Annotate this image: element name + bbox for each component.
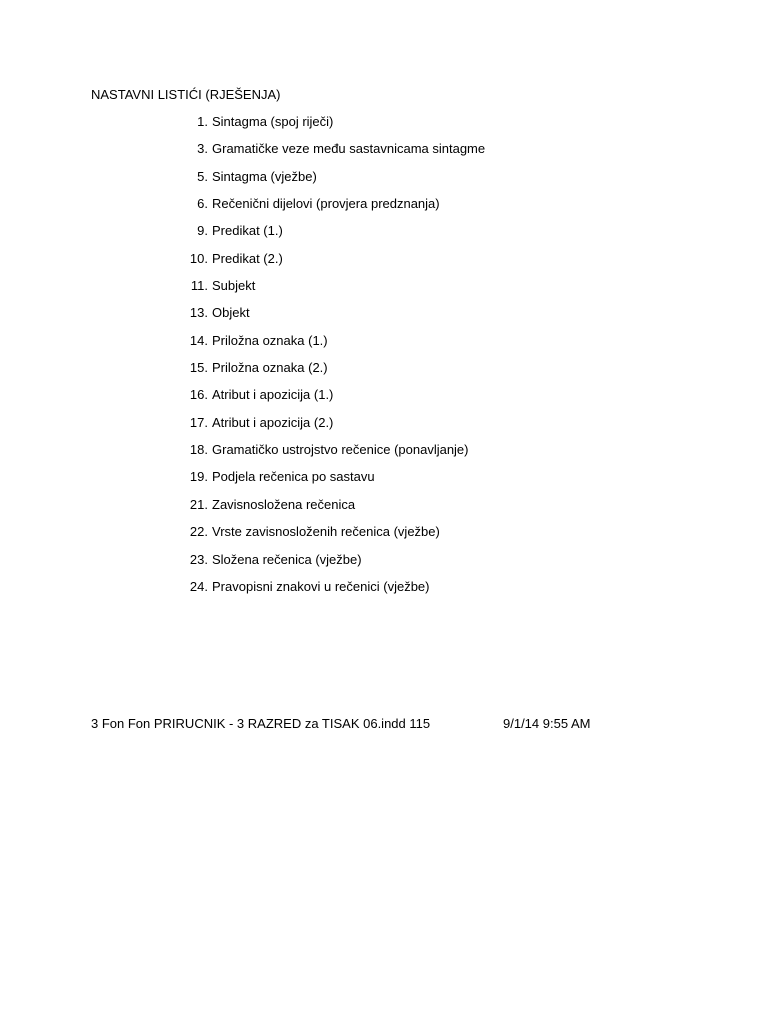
list-item xyxy=(186,333,485,360)
item-number: 1. xyxy=(197,114,208,129)
list-item xyxy=(186,360,485,387)
item-number: 3. xyxy=(197,141,208,157)
item-number: 6. xyxy=(197,196,208,212)
item-label: Subjekt xyxy=(212,278,256,294)
item-number: 21. xyxy=(189,496,208,512)
list-item xyxy=(186,305,485,332)
item-number: 24. xyxy=(189,578,208,594)
item-number: 11. xyxy=(190,278,208,294)
item-label: Gramatičke veze među sastavnicama sintagme xyxy=(212,141,486,157)
item-label: Priložna oznaka (2.) xyxy=(212,360,328,376)
item-label: Objekt xyxy=(212,305,250,321)
item-number: 17. xyxy=(189,414,208,430)
item-label: Pravopisni znakovi u rečenici (vježbe) xyxy=(212,578,430,594)
list-item xyxy=(186,387,485,414)
item-number: 23. xyxy=(189,551,208,567)
footer-timestamp: 9/1/14 9:55 AM xyxy=(503,716,591,731)
item-label: Gramatičko ustrojstvo rečenice (ponavljanje) xyxy=(212,442,469,458)
item-label: Predikat (2.) xyxy=(212,250,283,266)
item-label: Podjela rečenica po sastavu xyxy=(212,469,375,485)
item-label: Vrste zavisnosloženih rečenica (vježbe) xyxy=(212,524,440,540)
item-label: Zavisnosložena rečenica xyxy=(212,496,356,512)
item-number: 18. xyxy=(189,442,208,458)
item-label: Atribut i apozicija (1.) xyxy=(212,387,334,403)
list-item xyxy=(186,169,485,196)
list-item xyxy=(186,442,485,469)
item-label: Sintagma (spoj riječi) xyxy=(212,114,334,129)
list-item xyxy=(186,497,485,524)
item-number: 9. xyxy=(197,223,208,239)
footer-filename: 3 Fon Fon PRIRUCNIK - 3 RAZRED za TISAK 06.indd 115 xyxy=(91,716,431,731)
list-item xyxy=(186,223,485,250)
list-item xyxy=(186,251,485,278)
contents-list xyxy=(186,114,485,606)
list-item xyxy=(186,278,485,305)
list-item xyxy=(186,415,485,442)
list-item xyxy=(186,524,485,551)
list-item xyxy=(186,469,485,496)
item-label: Predikat (1.) xyxy=(212,223,283,239)
item-label: Rečenični dijelovi (provjera predznanja) xyxy=(212,196,440,212)
item-label: Atribut i apozicija (2.) xyxy=(212,414,334,430)
item-number: 16. xyxy=(189,387,208,403)
list-item xyxy=(186,114,485,141)
list-item xyxy=(186,552,485,579)
item-number: 22. xyxy=(189,524,208,540)
list-item xyxy=(186,579,485,606)
item-number: 19. xyxy=(189,469,208,485)
list-item xyxy=(186,141,485,168)
item-number: 13. xyxy=(189,305,208,321)
item-label: Složena rečenica (vježbe) xyxy=(212,551,362,567)
item-number: 10. xyxy=(189,250,208,266)
item-number: 15. xyxy=(189,360,208,376)
page-title: NASTAVNI LISTIĆI (RJEŠENJA) xyxy=(91,87,281,102)
item-number: 14. xyxy=(189,332,208,348)
item-label: Sintagma (vježbe) xyxy=(212,168,317,184)
list-item xyxy=(186,196,485,223)
item-number: 5. xyxy=(197,168,208,184)
item-label: Priložna oznaka (1.) xyxy=(212,332,328,348)
